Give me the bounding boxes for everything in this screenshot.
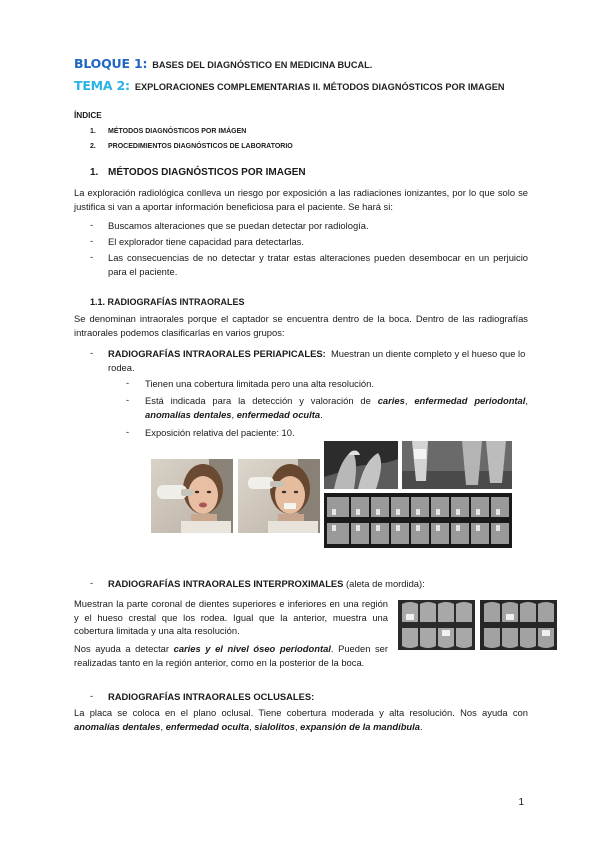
- term-enfermedad-oculta-2: enfermedad oculta: [165, 720, 250, 732]
- bullet-dash: -: [90, 251, 94, 262]
- index-item-label-2: PROCEDIMIENTOS DIAGNÓSTICOS DE LABORATORIO: [108, 143, 293, 150]
- bullet-dash: -: [126, 426, 130, 437]
- bullet-1: Buscamos alteraciones que se puedan detectar por radiología.: [108, 220, 369, 231]
- bullet-dash: -: [90, 219, 94, 230]
- periapical-heading-rest: Muestran un diente completo y el hueso que lo rodea.: [108, 348, 526, 373]
- bullet-dash: -: [90, 235, 94, 246]
- interproximal-text-2-post: . Pueden ser realizadas tanto en la región anterior, como en la posterior de la boca.: [74, 643, 389, 668]
- index-title: ÍNDICE: [74, 111, 102, 120]
- patient-photo-2: [238, 459, 320, 533]
- periapical-item-2-text: Está indicada para la detección y valoración de: [145, 395, 371, 406]
- subsection-intro: Se denominan intraorales porque el captador se encuentra dentro de la boca. Dentro de las radiografías intraorales podemos clasificarlas en varios grupos:: [74, 313, 528, 338]
- term-anomalias-dentales-2: anomalías dentales: [74, 720, 161, 732]
- interproximal-heading-line: RADIOGRAFÍAS INTRAORALES INTERPROXIMALES (aleta de mordida):: [108, 578, 425, 589]
- xray-periapical-2: [402, 441, 512, 489]
- periapical-item-3: Exposición relativa del paciente: 10.: [145, 427, 295, 438]
- tema-tag: TEMA 2:: [74, 78, 130, 93]
- periapical-paragraph: [108, 347, 528, 374]
- interproximal-text-2-pre: Nos ayuda a detectar: [74, 643, 170, 654]
- bloque-title: BASES DEL DIAGNÓSTICO EN MEDICINA BUCAL.: [152, 60, 373, 70]
- oclusal-heading: RADIOGRAFÍAS INTRAORALES OCLUSALES:: [108, 691, 315, 702]
- bloque-tag: BLOQUE 1:: [74, 56, 148, 71]
- term-anomalias-dentales: anomalías dentales: [145, 408, 232, 420]
- section-intro: La exploración radiológica conlleva un riesgo por exposición a las radiaciones ionizantes, por lo que solo se justifica si van a aportar información beneficiosa para el paciente. Se hará si:: [74, 187, 528, 212]
- oclusal-text: La placa se coloca en el plano oclusal. Tiene cobertura moderada y alta resolución. Nos ayuda con anomalías dentales, enfermedad oculta, sialolitos, expansión de la mandíbula.: [74, 707, 528, 732]
- xray-bitewing-1: [398, 600, 475, 650]
- periapical-heading: RADIOGRAFÍAS INTRAORALES PERIAPICALES:: [108, 348, 326, 359]
- oclusal-text-pre: La placa se coloca en el plano oclusal. Tiene cobertura moderada y alta resolución. Nos ayuda con: [74, 707, 528, 718]
- periapical-item-2: Está indicada para la detección y valoración de caries, enfermedad periodontal, anomalías dentales, enfermedad oculta.: [145, 395, 528, 420]
- index-item-label-1: MÉTODOS DIAGNÓSTICOS POR IMÁGEN: [108, 128, 247, 135]
- term-caries: caries: [377, 395, 405, 406]
- interproximal-note: (aleta de mordida): [346, 578, 423, 589]
- term-sialolitos: sialolitos: [254, 720, 295, 732]
- bullet-3: Las consecuencias de no detectar y tratar estas alteraciones pueden desembocar en un perjuicio para el paciente.: [108, 252, 528, 277]
- term-caries-nivel-oseo: caries y el nivel óseo periodontal: [173, 643, 331, 654]
- patient-photo-1: [151, 459, 233, 533]
- section-title: MÉTODOS DIAGNÓSTICOS POR IMAGEN: [108, 167, 306, 178]
- bullet-2: El explorador tiene capacidad para detectarlas.: [108, 236, 304, 247]
- bullet-dash: -: [90, 347, 94, 358]
- xray-periapical-1: [324, 441, 398, 489]
- index-item-num-1: 1.: [90, 128, 96, 135]
- page-number: 1: [518, 797, 524, 808]
- bullet-dash: -: [126, 377, 130, 388]
- periapical-item-1: Tienen una cobertura limitada pero una alta resolución.: [145, 378, 374, 389]
- subsection-title: 1.1. RADIOGRAFÍAS INTRAORALES: [90, 297, 245, 307]
- index-item-num-2: 2.: [90, 143, 96, 150]
- interproximal-text-2: [74, 642, 388, 669]
- bullet-dash: -: [126, 394, 130, 405]
- term-enfermedad-periodontal: enfermedad periodontal: [414, 395, 526, 406]
- xray-bitewing-2: [480, 600, 557, 650]
- tema-title: EXPLORACIONES COMPLEMENTARIAS II. MÉTODOS DIAGNÓSTICOS POR IMAGEN: [134, 82, 505, 92]
- interproximal-text-1: Muestran la parte coronal de dientes superiores e inferiores en una región y el hueso crestal que los rodea. Igual que la anterior, muestra una cobertura limitada y una alta resolución.: [74, 598, 388, 637]
- interproximal-heading: RADIOGRAFÍAS INTRAORALES INTERPROXIMALES: [108, 578, 344, 589]
- bullet-dash: -: [90, 577, 94, 588]
- term-expansion-mandibula: expansión de la mandíbula: [300, 720, 420, 732]
- bullet-dash: -: [90, 690, 94, 701]
- tema-header: [74, 78, 505, 93]
- term-enfermedad-oculta: enfermedad oculta: [236, 408, 321, 420]
- section-number: 1.: [90, 167, 99, 178]
- xray-full-series: [324, 493, 512, 548]
- bloque-header: [74, 56, 372, 71]
